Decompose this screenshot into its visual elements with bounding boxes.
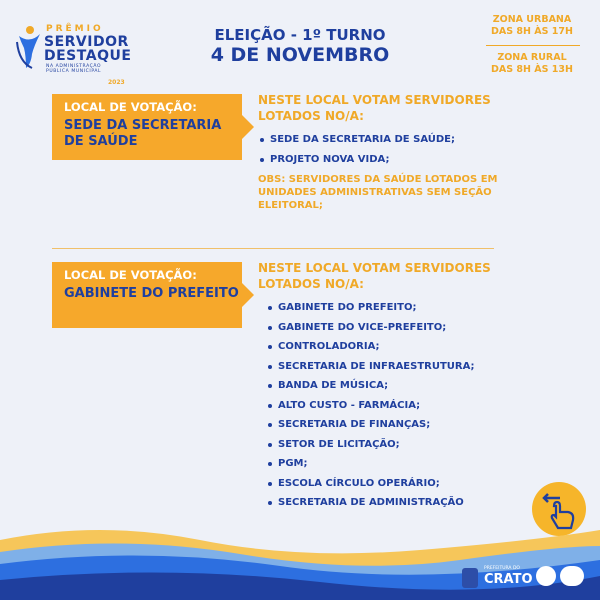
voters-items [258, 130, 538, 169]
list-item: SEDE DA SECRETARIA DE SAÚDE; [258, 130, 538, 150]
page-date: 4 DE NOVEMBRO [210, 44, 390, 66]
voters-list-2 [258, 260, 538, 513]
page-title: ELEIÇÃO - 1º TURNO [214, 26, 386, 44]
list-item: ESCOLA CÍRCULO OPERÁRIO; [266, 474, 538, 494]
partner-logo-icon [560, 566, 584, 586]
logo-line-2: SERVIDOR [44, 34, 129, 50]
zone-urban [472, 14, 592, 38]
list-item: PROJETO NOVA VIDA; [258, 150, 538, 170]
badge-label: LOCAL DE VOTAÇÃO: [64, 100, 197, 114]
voters-items [266, 298, 538, 513]
city-crest-icon [462, 568, 478, 588]
list-item: PGM; [266, 454, 538, 474]
logo-line-3: DESTAQUE [44, 48, 132, 64]
bottom-waves [0, 520, 600, 600]
list-item: SECRETARIA DE INFRAESTRUTURA; [266, 357, 538, 377]
logo-line-1: PRÊMIO [46, 24, 104, 34]
logo-line-4: NA ADMINISTRAÇÃO PÚBLICA MUNICIPAL [46, 64, 102, 74]
voters-note: OBS: SERVIDORES DA SAÚDE LOTADOS EM UNIDADES ADMINISTRATIVAS SEM SEÇÃO ELEITORAL; [258, 174, 498, 211]
logo-year: 2023 [108, 79, 125, 86]
zone-urban-name: ZONA URBANA [492, 14, 572, 25]
zone-rural-hours: DAS 8H ÀS 13H [491, 64, 573, 75]
zone-urban-hours: DAS 8H ÀS 17H [491, 26, 573, 37]
list-item: BANDA DE MÚSICA; [266, 376, 538, 396]
zone-rural-name: ZONA RURAL [497, 52, 567, 63]
voting-location-badge-1 [52, 94, 242, 160]
premio-logo [16, 18, 132, 86]
voters-heading: NESTE LOCAL VOTAM SERVIDORES LOTADOS NO/A: [258, 261, 491, 291]
zone-divider [486, 45, 580, 46]
partner-logo-icon [536, 566, 556, 586]
badge-location-name: SEDE DA SECRETARIA DE SAÚDE [64, 118, 222, 149]
badge-label: LOCAL DE VOTAÇÃO: [64, 268, 197, 282]
voters-list-1 [258, 92, 538, 212]
person-figure-icon [16, 22, 42, 70]
city-sub: PREFEITURA DO [484, 566, 520, 571]
list-item: SECRETARIA DE ADMINISTRAÇÃO [266, 493, 538, 513]
list-item: GABINETE DO VICE-PREFEITO; [266, 318, 538, 338]
voting-location-badge-2 [52, 262, 242, 328]
zone-rural [472, 52, 592, 76]
section-divider [52, 248, 494, 249]
list-item: GABINETE DO PREFEITO; [266, 298, 538, 318]
list-item: CONTROLADORIA; [266, 337, 538, 357]
city-name: CRATO [484, 572, 533, 587]
list-item: SETOR DE LICITAÇÃO; [266, 435, 538, 455]
badge-location-name: GABINETE DO PREFEITO [64, 286, 239, 301]
list-item: SECRETARIA DE FINANÇAS; [266, 415, 538, 435]
list-item: ALTO CUSTO - FARMÁCIA; [266, 396, 538, 416]
voters-heading: NESTE LOCAL VOTAM SERVIDORES LOTADOS NO/A: [258, 93, 491, 123]
